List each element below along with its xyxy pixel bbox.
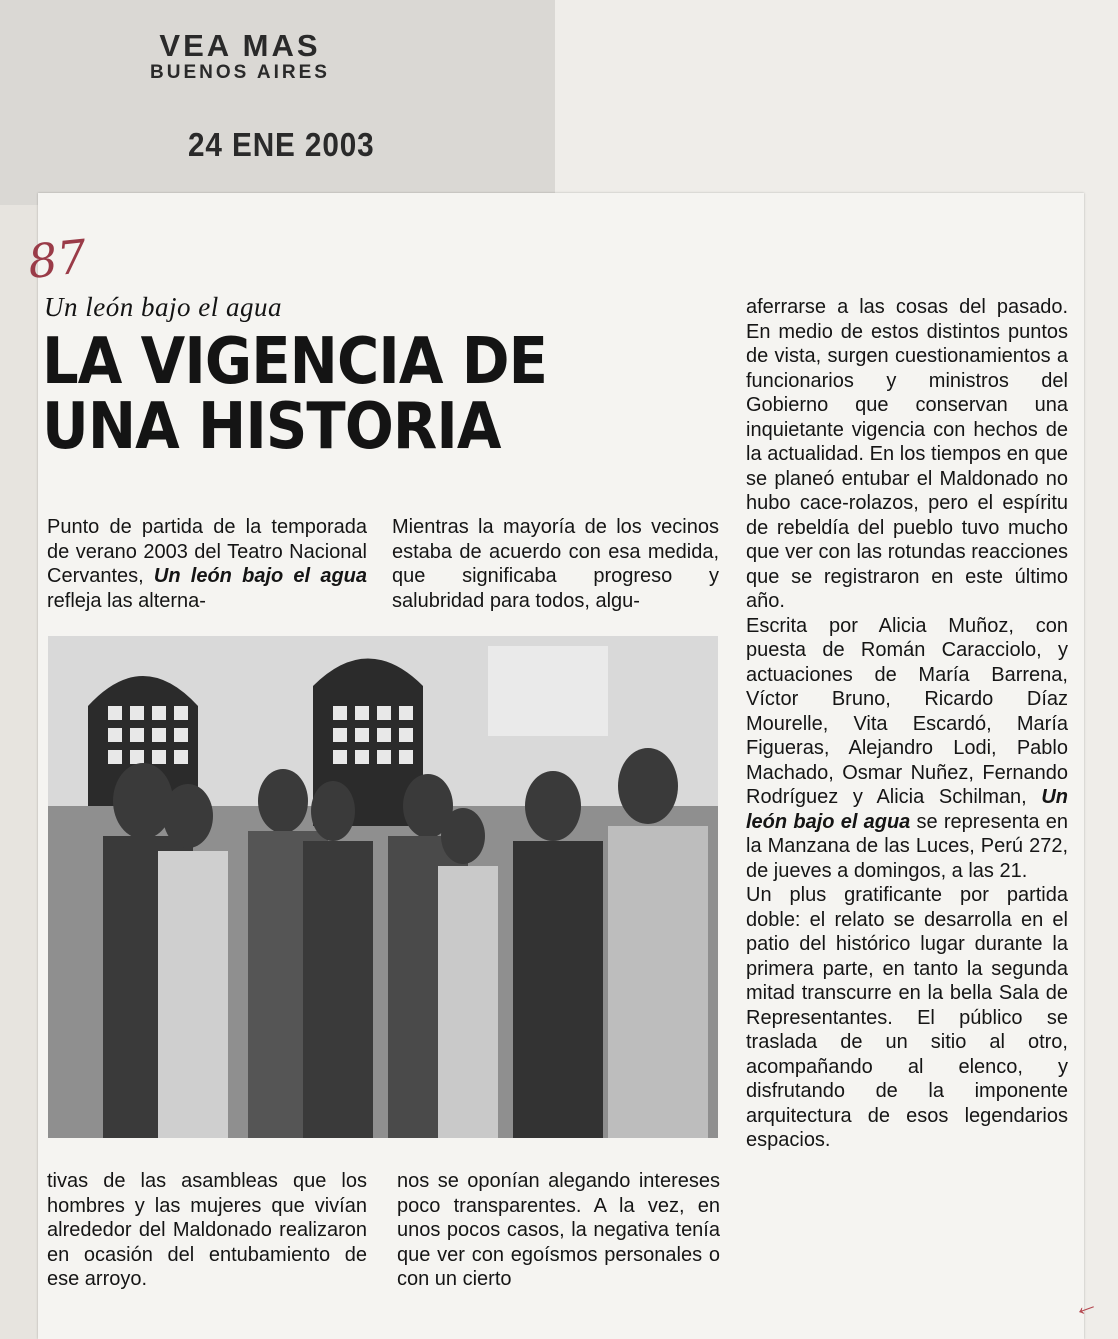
stamp-line2: BUENOS AIRES xyxy=(150,62,330,83)
col3-paragraph-1: aferrarse a las cosas del pasado. En medio de estos distintos puntos de vista, surgen cuestionamientos a funcionarios y ministros del Gobierno que conservan una inquietante vigencia con hechos de la actualidad. En los tiempos en que se planeó entubar el Maldonado no hubo cace-rolazos, pero el espíritu de rebeldía del pueblo tuvo mucho que ver con las rotundas reacciones que se registraron en este último año. xyxy=(746,296,1068,612)
stamp-line1: VEA MAS xyxy=(159,28,321,63)
column-1-bottom: tivas de las asambleas que los hombres y las mujeres que vivían alrededor del Maldonado realizaron en ocasión del entubamiento de ese arroyo. xyxy=(47,1170,367,1290)
col3-title: Un león bajo el agua xyxy=(746,786,1068,833)
stamp-date: 24 ENE 2003 xyxy=(188,126,375,163)
col3-p2-text: Escrita por Alicia Muñoz, con puesta de Román Caracciolo, y actuaciones de María Barrena, Víctor Bruno, Ricardo Díaz Mourelle, Vita Escardó, María Figueras, Alejandro Lodi, Pablo Machado, Osmar Nuñez, Fernando Rodríguez y Alicia Schilman, xyxy=(746,614,1068,808)
col1-text: Punto de partida de la temporada de verano 2003 del Teatro Nacional Cervantes, xyxy=(47,516,367,587)
headline-line1: LA VIGENCIA DE xyxy=(42,325,548,399)
column-3 xyxy=(746,295,1068,1153)
column-2-bottom: nos se oponían alegando intereses poco transparentes. A la vez, en unos pocos casos, la negativa tenía que ver con egoísmos personales o con un cierto xyxy=(397,1170,720,1290)
col3-p2-end: se representa en la Manzana de las Luces, Perú 272, de jueves a domingos, a las 21. xyxy=(746,810,1068,882)
kicker: Un león bajo el agua xyxy=(44,292,282,322)
handwritten-page-number: 87 xyxy=(25,229,90,289)
column-2-top: Mientras la mayoría de los vecinos estaba de acuerdo con esa medida, que significaba progreso y salubridad para todos, algu- xyxy=(392,516,719,612)
col1-text-end: refleja las alterna- xyxy=(47,589,206,612)
headline xyxy=(42,325,663,465)
col3-paragraph-2 xyxy=(746,614,1068,884)
date-stamp xyxy=(150,28,375,163)
headline-line2: UNA HISTORIA xyxy=(42,390,501,465)
col1-title: Un león bajo el agua xyxy=(153,565,367,587)
cast-photo xyxy=(48,636,718,1138)
column-1-top xyxy=(47,515,367,613)
col3-paragraph-3: Un plus gratificante por partida doble: el relato se desarrolla en el patio del histórico lugar durante la primera parte, en tanto la segunda mitad transcurre en la bella Sala de Representantes. El público se traslada de un sitio al otro, acompañando al elenco, y disfrutando de la imponente arquitectura de esos legendarios espacios. xyxy=(746,884,1068,1151)
pen-mark: ← xyxy=(1067,1286,1103,1324)
